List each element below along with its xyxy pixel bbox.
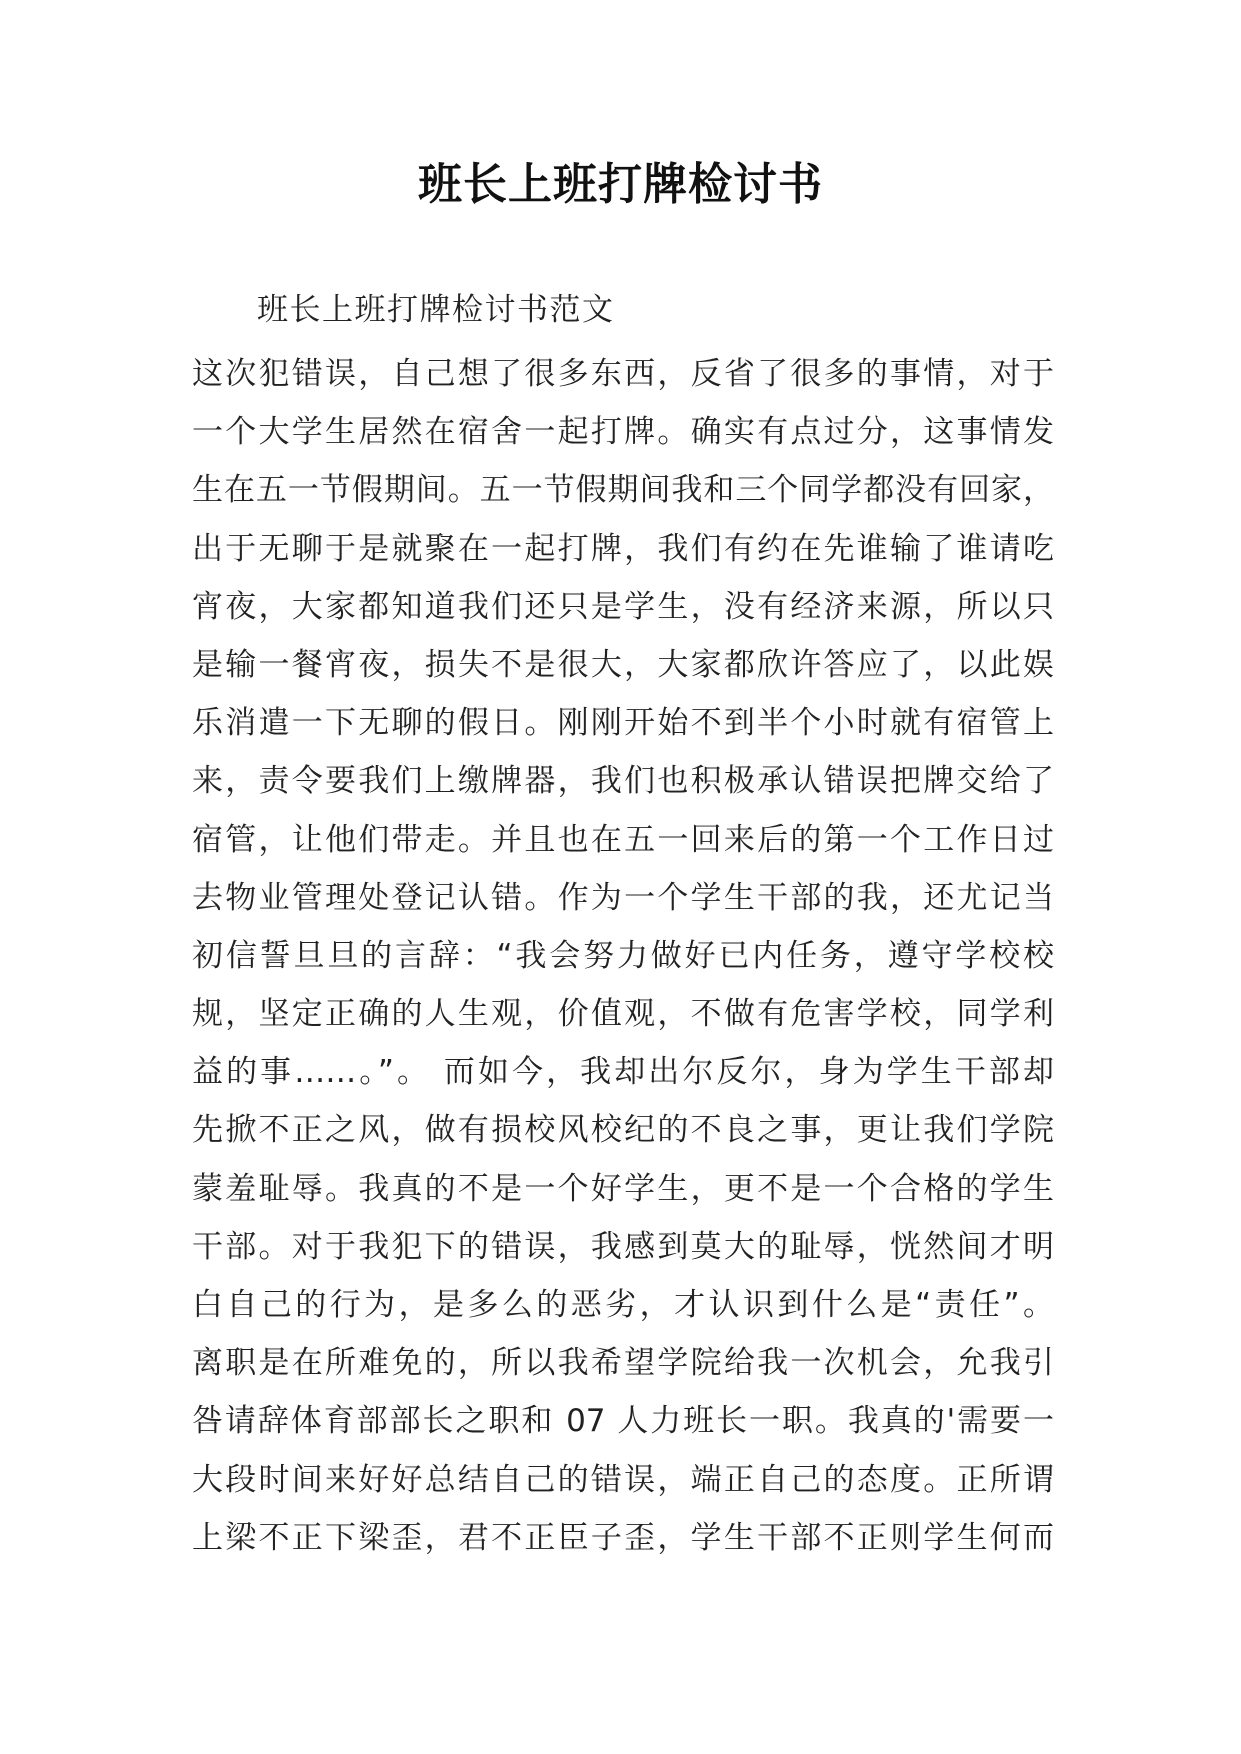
body-line: 去物业管理处登记认错。作为一个学生干部的我，还尤记当 bbox=[192, 879, 1054, 916]
document-title: 班长上班打牌检讨书 bbox=[418, 159, 823, 210]
body-line: 规，坚定正确的人生观，价值观，不做有危害学校，同学利 bbox=[192, 996, 1054, 1033]
body-line: 宿管，让他们带走。并且也在五一回来后的第一个工作日过 bbox=[192, 821, 1054, 858]
body-line: 白自己的行为，是多么的恶劣，才认识到什么是“责任”。 bbox=[192, 1287, 1054, 1323]
body-line: 出于无聊于是就聚在一起打牌，我们有约在先谁输了谁请吃 bbox=[192, 530, 1054, 567]
body-line: 上梁不正下梁歪，君不正臣子歪，学生干部不正则学生何而 bbox=[192, 1519, 1054, 1556]
body-line: 益的事……。”。 而如今，我却出尔反尔，身为学生干部却 bbox=[192, 1054, 1054, 1091]
document-body bbox=[192, 352, 1054, 1574]
body-line: 咎请辞体育部部长之职和 07 人力班长一职。我真的'需要一 bbox=[192, 1403, 1054, 1440]
body-line: 生在五一节假期间。五一节假期间我和三个同学都没有回家， bbox=[192, 472, 1054, 509]
body-line: 来，责令要我们上缴牌器，我们也积极承认错误把牌交给了 bbox=[192, 763, 1054, 800]
body-line: 乐消遣一下无聊的假日。刚刚开始不到半个小时就有宿管上 bbox=[192, 705, 1054, 742]
body-line: 这次犯错误，自己想了很多东西，反省了很多的事情，对于 bbox=[192, 356, 1054, 392]
body-line: 蒙羞耻辱。我真的不是一个好学生，更不是一个合格的学生 bbox=[192, 1170, 1054, 1207]
document-subtitle: 班长上班打牌检讨书范文 bbox=[257, 292, 615, 328]
body-line: 是输一餐宵夜，损失不是很大，大家都欣许答应了，以此娱 bbox=[192, 646, 1054, 683]
body-line: 离职是在所难免的，所以我希望学院给我一次机会，允我引 bbox=[192, 1345, 1054, 1382]
body-line: 先掀不正之风，做有损校风校纪的不良之事，更让我们学院 bbox=[192, 1112, 1054, 1149]
body-line: 宵夜，大家都知道我们还只是学生，没有经济来源，所以只 bbox=[192, 588, 1054, 625]
body-line: 干部。对于我犯下的错误，我感到莫大的耻辱，恍然间才明 bbox=[192, 1228, 1054, 1265]
body-line: 大段时间来好好总结自己的错误，端正自己的态度。正所谓 bbox=[192, 1461, 1054, 1498]
body-line: 初信誓旦旦的言辞：“我会努力做好已内任务，遵守学校校 bbox=[192, 937, 1054, 974]
body-line: 一个大学生居然在宿舍一起打牌。确实有点过分，这事情发 bbox=[192, 414, 1054, 451]
